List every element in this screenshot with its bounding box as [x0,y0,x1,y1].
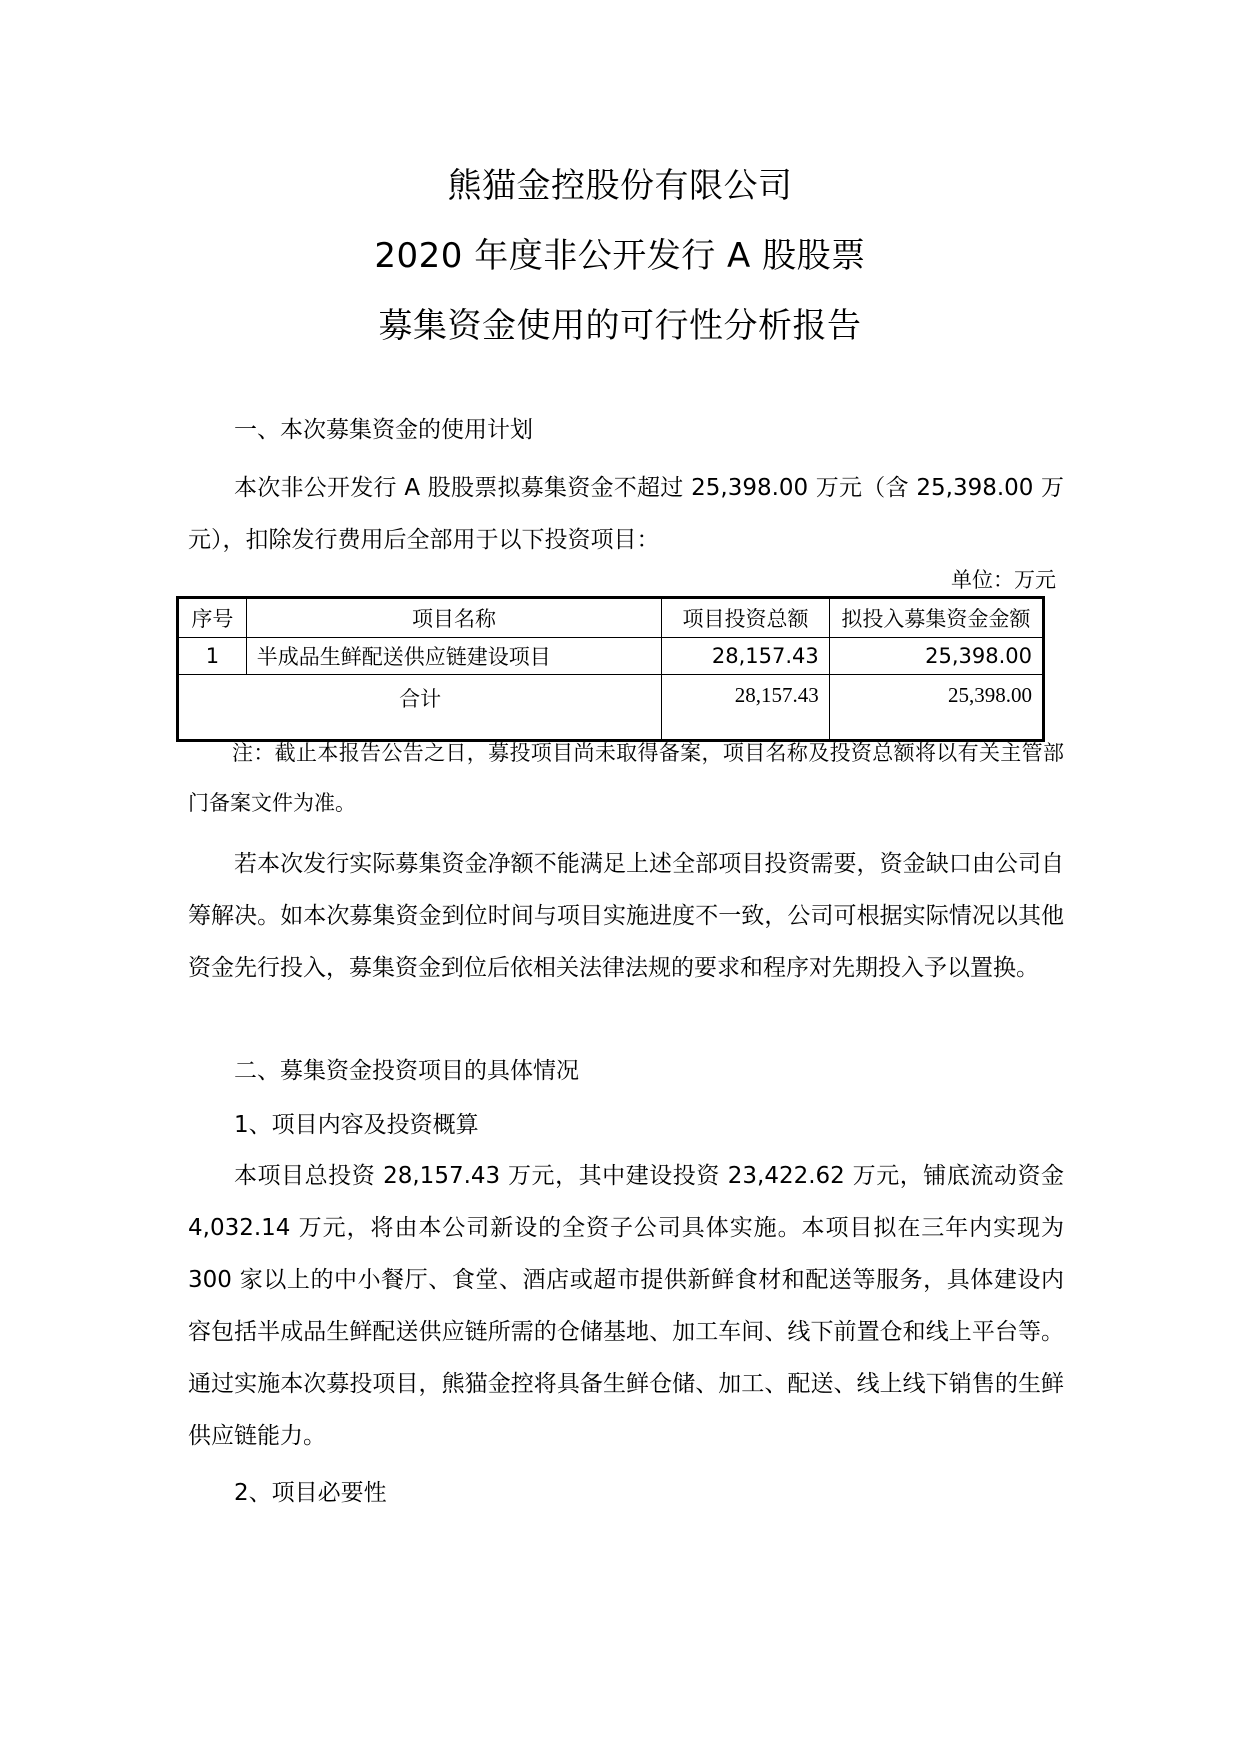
header-no: 序号 [178,598,247,638]
subsection2-heading: 2、项目必要性 [234,1480,387,1506]
section1-intro: 本次非公开发行 A 股股票拟募集资金不超过 25,398.00 万元（含 25,398.00 万元），扣除发行费用后全部用于以下投资项目： [188,475,1064,553]
table-row [178,638,1044,675]
row-total: 28,157.43 [662,638,830,675]
title-report: 募集资金使用的可行性分析报告 [378,306,862,346]
sum-raise: 25,398.00 [829,675,1043,741]
section2-heading: 二、募集资金投资项目的具体情况 [234,1058,579,1084]
header-name: 项目名称 [246,598,661,638]
header-total: 项目投资总额 [662,598,830,638]
title-company: 熊猫金控股份有限公司 [447,166,793,206]
row-no: 1 [178,638,247,675]
sum-total: 28,157.43 [662,675,830,741]
investment-table [176,596,1045,742]
sum-label: 合计 [178,675,662,741]
table-note: 注：截止本报告公告之日，募投项目尚未取得备案，项目名称及投资总额将以有关主管部门备案文件为准。 [188,741,1064,815]
project-content-paragraph: 本项目总投资 28,157.43 万元，其中建设投资 23,422.62 万元，铺底流动资金 4,032.14 万元，将由本公司新设的全资子公司具体实施。本项目拟在三年内实现为 300 家以上的中小餐厅、食堂、酒店或超市提供新鲜食材和配送等服务，具体建设内容包括半成品生鲜配送供应链所需的仓储基地、加工车间、线下前置仓和线上平台等。通过实施本次募投项目，熊猫金控将具备生鲜仓储、加工、配送、线上线下销售的生鲜供应链能力。 [188,1163,1064,1449]
subsection1-heading: 1、项目内容及投资概算 [234,1112,479,1138]
title-offering: 2020 年度非公开发行 A 股股票 [374,236,866,276]
section1-heading: 一、本次募集资金的使用计划 [234,417,533,443]
header-raise: 拟投入募集资金金额 [829,598,1043,638]
row-raise: 25,398.00 [829,638,1043,675]
shortfall-paragraph: 若本次发行实际募集资金净额不能满足上述全部项目投资需要，资金缺口由公司自筹解决。如本次募集资金到位时间与项目实施进度不一致，公司可根据实际情况以其他资金先行投入，募集资金到位后依相关法律法规的要求和程序对先期投入予以置换。 [188,851,1064,981]
table-header-row [178,598,1044,638]
table-unit: 单位：万元 [951,568,1056,592]
row-name: 半成品生鲜配送供应链建设项目 [246,638,661,675]
